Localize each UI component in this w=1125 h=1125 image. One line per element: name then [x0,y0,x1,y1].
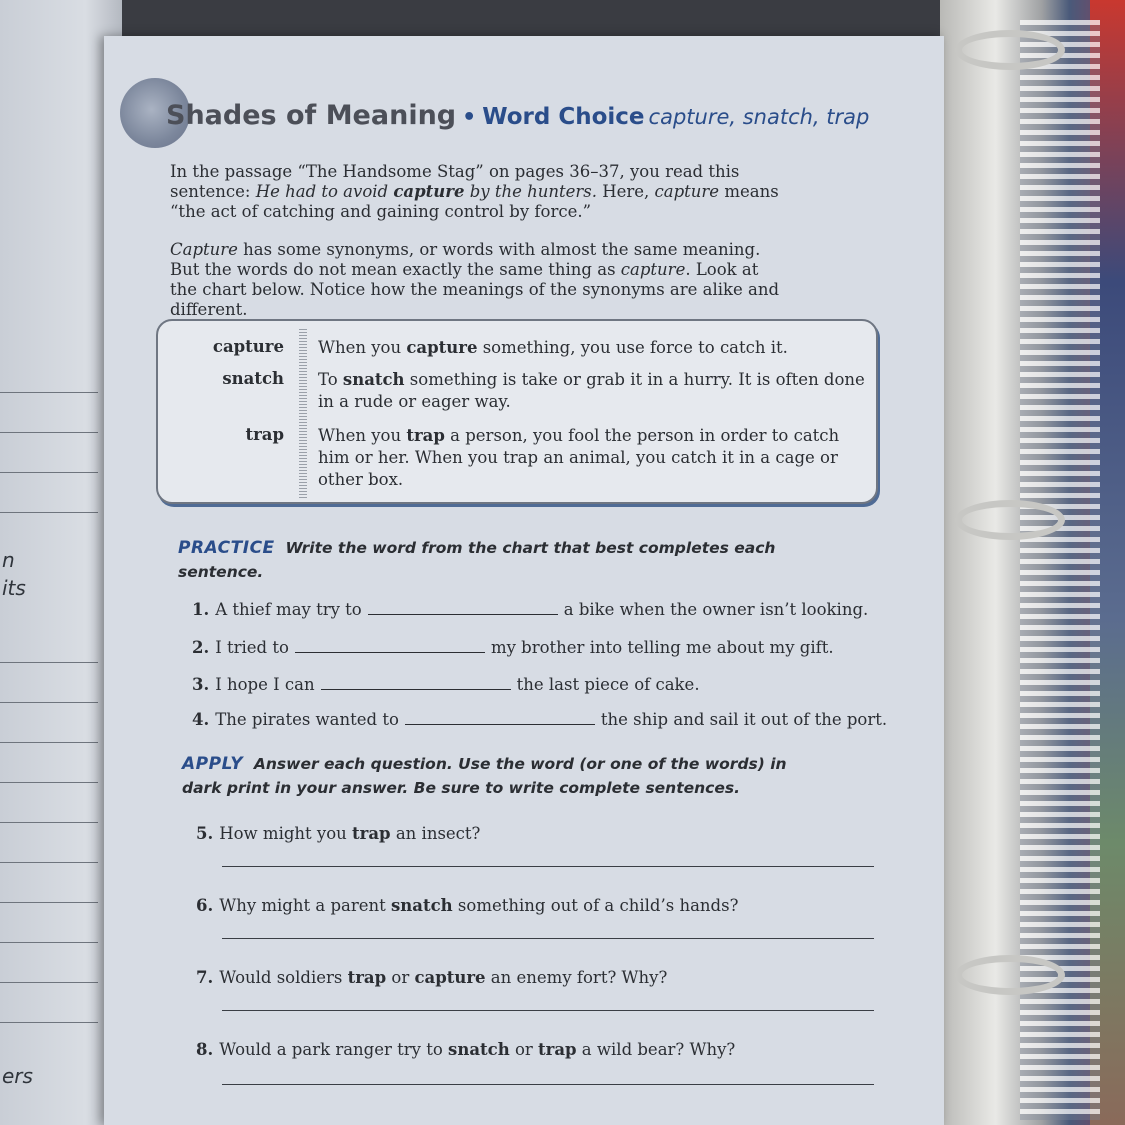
apply-question: 7. Would soldiers trap or capture an enemy fort? Why? [196,968,668,987]
answer-line[interactable] [222,1010,874,1011]
binder-ring [955,955,1065,995]
title-sub: Word Choice [482,104,645,130]
left-text-fragment: ers [2,1064,33,1088]
left-answer-line [0,782,98,783]
answer-line[interactable] [222,866,874,867]
apply-label: APPLY [182,754,244,774]
practice-item: 3. I hope I can the last piece of cake. [192,675,700,694]
chart-definition: When you trap a person, you fool the person in order to catch him or her. When you trap an animal, you catch it in a cage or other box. [318,426,840,489]
chart-term: snatch [222,369,284,388]
left-answer-line [0,822,98,823]
title-separator: • [462,105,477,130]
left-text-fragment: its [2,576,26,600]
answer-blank[interactable] [321,676,511,690]
title-words: capture, snatch, trap [648,105,870,129]
apply-question: 5. How might you trap an insect? [196,824,481,843]
chart-definition: To snatch something is take or grab it in a hurry. It is often done in a rude or eager way. [318,370,865,411]
binder-ring [955,30,1065,70]
spiral-coil [1020,20,1100,1120]
left-answer-line [0,902,98,903]
answer-blank[interactable] [295,639,485,653]
answer-line[interactable] [222,1084,874,1085]
practice-item: 1. A thief may try to a bike when the owner isn’t looking. [192,600,869,619]
synonym-chart [156,319,878,504]
chart-definition: When you capture something, you use force to catch it. [318,338,788,357]
apply-instruction: APPLY Answer each question. Use the word (or one of the words) in dark print in your answer. Be sure to write complete sentences. [182,754,787,797]
chart-term: capture [212,337,284,356]
answer-line[interactable] [222,938,874,939]
page-title [166,100,869,131]
left-answer-line [0,942,98,943]
chart-term: trap [245,425,284,444]
binder-ring [955,500,1065,540]
practice-label: PRACTICE [178,538,275,558]
title-main: Shades of Meaning [166,100,457,131]
left-answer-line [0,982,98,983]
left-answer-line [0,662,98,663]
intro-paragraph-2: Capture has some synonyms, or words with almost the same meaning. But the words do not mean exactly the same thing as capture. Look at the chart below. Notice how the meanings of the synonyms are alike and different. [170,240,780,319]
left-answer-line [0,1022,98,1023]
worksheet-page [104,36,944,1125]
practice-instruction: PRACTICE Write the word from the chart that best completes each sentence. [178,538,776,581]
left-answer-line [0,432,98,433]
practice-item: 4. The pirates wanted to the ship and sail it out of the port. [192,710,888,729]
left-answer-line [0,742,98,743]
answer-blank[interactable] [405,711,595,725]
chart-divider [299,329,307,499]
apply-question: 8. Would a park ranger try to snatch or trap a wild bear? Why? [196,1040,736,1059]
left-answer-line [0,862,98,863]
left-answer-line [0,512,98,513]
answer-blank[interactable] [368,601,558,615]
left-answer-line [0,702,98,703]
left-answer-line [0,472,98,473]
apply-question: 6. Why might a parent snatch something out of a child’s hands? [196,896,739,915]
practice-item: 2. I tried to my brother into telling me about my gift. [192,638,834,657]
left-text-fragment: n [2,548,15,572]
left-answer-line [0,392,98,393]
intro-paragraph-1: In the passage “The Handsome Stag” on pages 36–37, you read this sentence: He had to avoid capture by the hunters. Here, capture means “the act of catching and gaining control by force.” [170,162,779,221]
